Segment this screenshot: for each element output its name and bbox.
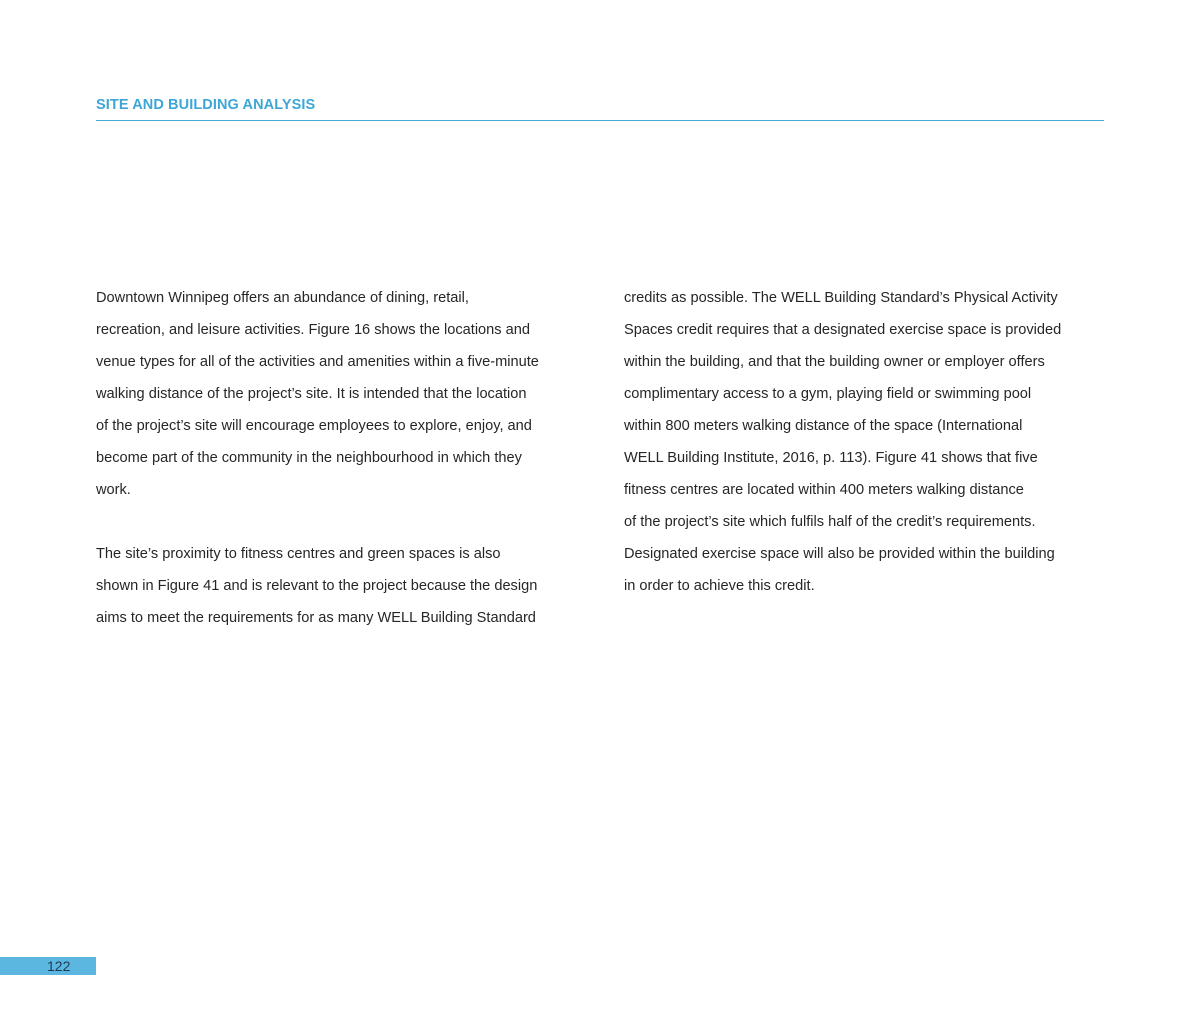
text-line: become part of the community in the neighbourhood in which they	[96, 450, 522, 466]
text-line: shown in Figure 41 and is relevant to the project because the design	[96, 578, 538, 594]
paragraph-well-credits	[624, 282, 1110, 602]
text-line: within 800 meters walking distance of the space (International	[624, 418, 1023, 434]
paragraph-spacer	[96, 506, 586, 538]
text-line: complimentary access to a gym, playing field or swimming pool	[624, 386, 1032, 402]
text-line: fitness centres are located within 400 meters walking distance	[624, 482, 1024, 498]
section-header	[96, 95, 1104, 121]
text-line: within the building, and that the building owner or employer offers	[624, 354, 1045, 370]
page-number: 122	[47, 958, 71, 974]
text-line: in order to achieve this credit.	[624, 578, 815, 594]
left-text-column	[96, 282, 586, 634]
paragraph-downtown-amenities	[96, 282, 586, 506]
text-line: Downtown Winnipeg offers an abundance of dining, retail,	[96, 290, 469, 306]
text-line: WELL Building Institute, 2016, p. 113). Figure 41 shows that five	[624, 450, 1038, 466]
paragraph-fitness-proximity	[96, 538, 586, 634]
right-text-column	[624, 282, 1110, 602]
text-line: of the project’s site which fulfils half of the credit’s requirements.	[624, 514, 1036, 530]
text-line: recreation, and leisure activities. Figure 16 shows the locations and	[96, 322, 530, 338]
section-title: SITE AND BUILDING ANALYSIS	[96, 97, 316, 113]
text-line: work.	[96, 482, 131, 498]
text-line: walking distance of the project’s site. It is intended that the location	[96, 386, 527, 402]
text-line: aims to meet the requirements for as many WELL Building Standard	[96, 610, 536, 626]
page-number-tab	[0, 957, 96, 975]
text-line: Spaces credit requires that a designated exercise space is provided	[624, 322, 1062, 338]
text-line: Designated exercise space will also be provided within the building	[624, 546, 1055, 562]
text-line: venue types for all of the activities and amenities within a five-minute	[96, 354, 539, 370]
text-line: The site’s proximity to fitness centres and green spaces is also	[96, 546, 501, 562]
text-line: of the project’s site will encourage employees to explore, enjoy, and	[96, 418, 532, 434]
text-line: credits as possible. The WELL Building Standard’s Physical Activity	[624, 290, 1058, 306]
